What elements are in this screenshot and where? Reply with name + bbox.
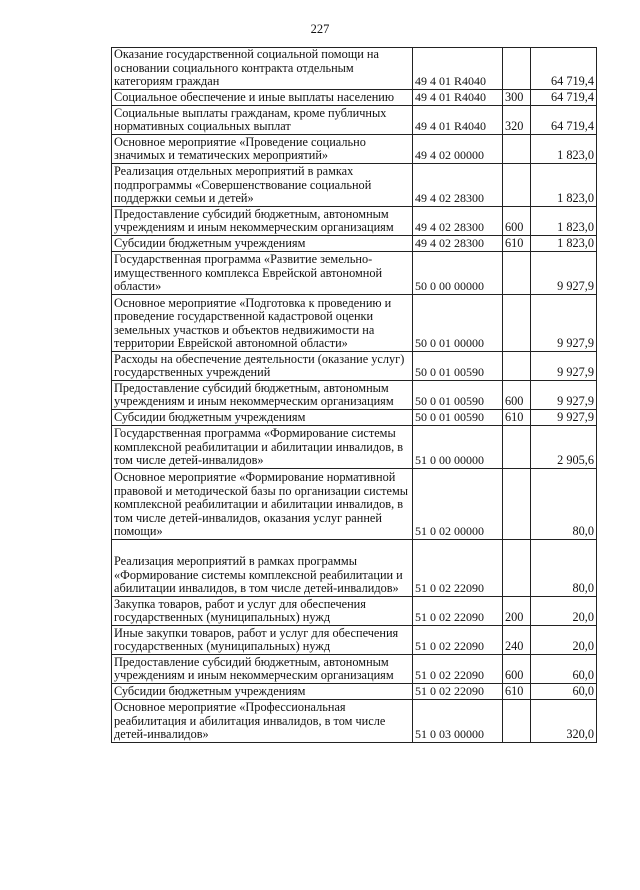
table-row <box>112 236 597 252</box>
row-code: 51 0 02 22090 <box>413 626 503 655</box>
table-row <box>112 626 597 655</box>
row-name: Предоставление субсидий бюджетным, автономным учреждениям и иным некоммерческим организациям <box>112 381 413 410</box>
row-code: 51 0 02 22090 <box>413 540 503 597</box>
row-sum: 80,0 <box>531 540 597 597</box>
table-row <box>112 540 597 597</box>
row-sum: 20,0 <box>531 597 597 626</box>
row-name: Социальные выплаты гражданам, кроме публичных нормативных социальных выплат <box>112 106 413 135</box>
row-vr <box>503 135 531 164</box>
row-vr: 610 <box>503 684 531 700</box>
row-vr <box>503 426 531 469</box>
table-row <box>112 135 597 164</box>
row-code: 49 4 02 28300 <box>413 207 503 236</box>
table-row <box>112 207 597 236</box>
row-name: Государственная программа «Формирование системы комплексной реабилитации и абилитации инвалидов, в том числе детей-инвалидов» <box>112 426 413 469</box>
row-name: Оказание государственной социальной помощи на основании социального контракта отдельным категориям граждан <box>112 48 413 90</box>
row-name: Закупка товаров, работ и услуг для обеспечения государственных (муниципальных) нужд <box>112 597 413 626</box>
table-row <box>112 597 597 626</box>
row-name: Государственная программа «Развитие земельно-имущественного комплекса Еврейской автономной области» <box>112 252 413 295</box>
table-row <box>112 700 597 743</box>
table-row <box>112 655 597 684</box>
row-name: Реализация отдельных мероприятий в рамках подпрограммы «Совершенствование социальной поддержки семьи и детей» <box>112 164 413 207</box>
table-row <box>112 252 597 295</box>
row-name: Субсидии бюджетным учреждениям <box>112 684 413 700</box>
row-vr: 600 <box>503 381 531 410</box>
row-vr: 600 <box>503 655 531 684</box>
table-row <box>112 469 597 540</box>
row-code: 50 0 01 00000 <box>413 295 503 352</box>
row-sum: 20,0 <box>531 626 597 655</box>
row-sum: 1 823,0 <box>531 164 597 207</box>
table-row <box>112 106 597 135</box>
row-code: 49 4 02 28300 <box>413 236 503 252</box>
row-sum: 80,0 <box>531 469 597 540</box>
row-code: 51 0 03 00000 <box>413 700 503 743</box>
table-row <box>112 410 597 426</box>
row-vr <box>503 164 531 207</box>
row-vr <box>503 469 531 540</box>
row-name: Реализация мероприятий в рамках программы «Формирование системы комплексной реабилитации и абилитации инвалидов, в том числе детей-инвалидов» <box>112 540 413 597</box>
table-row <box>112 164 597 207</box>
row-code: 51 0 02 00000 <box>413 469 503 540</box>
row-name: Основное мероприятие «Профессиональная реабилитация и абилитация инвалидов, в том числе детей-инвалидов» <box>112 700 413 743</box>
row-name: Предоставление субсидий бюджетным, автономным учреждениям и иным некоммерческим организациям <box>112 207 413 236</box>
row-vr: 600 <box>503 207 531 236</box>
row-sum: 9 927,9 <box>531 381 597 410</box>
row-sum: 2 905,6 <box>531 426 597 469</box>
table-row <box>112 295 597 352</box>
row-vr <box>503 48 531 90</box>
row-sum: 9 927,9 <box>531 352 597 381</box>
row-code: 51 0 02 22090 <box>413 684 503 700</box>
row-sum: 320,0 <box>531 700 597 743</box>
row-code: 51 0 02 22090 <box>413 655 503 684</box>
row-vr: 300 <box>503 90 531 106</box>
row-code: 50 0 01 00590 <box>413 410 503 426</box>
row-code: 49 4 01 R4040 <box>413 106 503 135</box>
row-name: Иные закупки товаров, работ и услуг для обеспечения государственных (муниципальных) нужд <box>112 626 413 655</box>
row-vr <box>503 295 531 352</box>
row-name: Субсидии бюджетным учреждениям <box>112 236 413 252</box>
row-code: 49 4 02 28300 <box>413 164 503 207</box>
row-sum: 1 823,0 <box>531 135 597 164</box>
row-vr: 200 <box>503 597 531 626</box>
row-sum: 1 823,0 <box>531 207 597 236</box>
row-name: Основное мероприятие «Подготовка к проведению и проведение государственной кадастровой оценки земельных участков и объектов недвижимости на территории Еврейской автономной области» <box>112 295 413 352</box>
page-number: 227 <box>310 22 330 36</box>
table-row <box>112 352 597 381</box>
row-code: 51 0 00 00000 <box>413 426 503 469</box>
row-sum: 9 927,9 <box>531 410 597 426</box>
row-vr: 240 <box>503 626 531 655</box>
row-vr: 610 <box>503 410 531 426</box>
row-sum: 9 927,9 <box>531 252 597 295</box>
row-vr <box>503 540 531 597</box>
table-row <box>112 90 597 106</box>
row-name: Субсидии бюджетным учреждениям <box>112 410 413 426</box>
row-name: Предоставление субсидий бюджетным, автономным учреждениям и иным некоммерческим организациям <box>112 655 413 684</box>
budget-table <box>111 47 597 743</box>
row-vr: 610 <box>503 236 531 252</box>
row-code: 49 4 01 R4040 <box>413 48 503 90</box>
row-name: Основное мероприятие «Формирование нормативной правовой и методической базы по организации системы комплексной реабилитации и абилитации инвалидов, в том числе детей-инвалидов, оказания услуг ранней помощи» <box>112 469 413 540</box>
row-code: 49 4 01 R4040 <box>413 90 503 106</box>
row-code: 50 0 01 00590 <box>413 352 503 381</box>
row-sum: 60,0 <box>531 684 597 700</box>
row-vr <box>503 252 531 295</box>
row-code: 50 0 01 00590 <box>413 381 503 410</box>
row-sum: 64 719,4 <box>531 106 597 135</box>
row-name: Расходы на обеспечение деятельности (оказание услуг) государственных учреждений <box>112 352 413 381</box>
row-code: 51 0 02 22090 <box>413 597 503 626</box>
table-row <box>112 48 597 90</box>
row-vr <box>503 352 531 381</box>
row-vr <box>503 700 531 743</box>
table-row <box>112 426 597 469</box>
table-row <box>112 684 597 700</box>
row-sum: 1 823,0 <box>531 236 597 252</box>
row-sum: 60,0 <box>531 655 597 684</box>
row-sum: 64 719,4 <box>531 48 597 90</box>
row-vr: 320 <box>503 106 531 135</box>
row-code: 50 0 00 00000 <box>413 252 503 295</box>
row-name: Основное мероприятие «Проведение социально значимых и тематических мероприятий» <box>112 135 413 164</box>
row-sum: 9 927,9 <box>531 295 597 352</box>
row-name: Социальное обеспечение и иные выплаты населению <box>112 90 413 106</box>
row-sum: 64 719,4 <box>531 90 597 106</box>
table-row <box>112 381 597 410</box>
row-code: 49 4 02 00000 <box>413 135 503 164</box>
